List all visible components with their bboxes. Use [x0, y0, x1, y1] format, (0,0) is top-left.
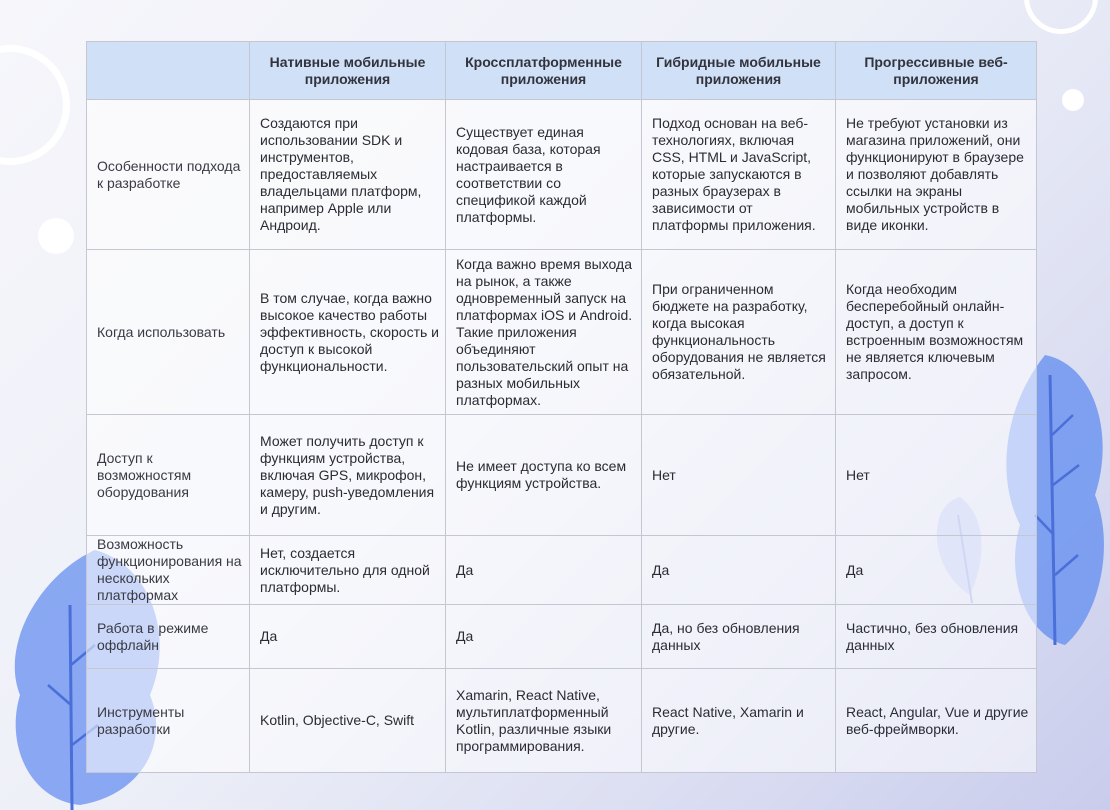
row-header: Доступ к возможностям оборудования	[87, 415, 250, 536]
table-header-row	[87, 42, 1037, 100]
table-row	[87, 415, 1037, 536]
table-corner-cell	[87, 42, 250, 100]
decorative-dot-right	[1062, 89, 1084, 111]
table-cell: В том случае, когда важно высокое качество работы эффективность, скорость и доступ к высокой функциональности.	[250, 250, 446, 415]
row-header: Когда использовать	[87, 250, 250, 415]
table-cell: Xamarin, React Native, мультиплатформенный Kotlin, различные языки программирования.	[446, 669, 642, 773]
row-header: Возможность функционирования на нескольких платформах	[87, 536, 250, 605]
table-row	[87, 605, 1037, 669]
table-cell: Нет	[642, 415, 836, 536]
table-row	[87, 536, 1037, 605]
table-cell: Когда необходим бесперебойный онлайн-доступ, а доступ к встроенным возможностям не является ключевым запросом.	[836, 250, 1037, 415]
table-row	[87, 669, 1037, 773]
table-cell: Да	[250, 605, 446, 669]
table-cell: Когда важно время выхода на рынок, а также одновременный запуск на платформах iOS и Android. Такие приложения объединяют пользовательский опыт на разных мобильных платформах.	[446, 250, 642, 415]
table-cell: Подход основан на веб-технологиях, включая CSS, HTML и JavaScript, которые запускаются в разных браузерах в зависимости от платформы приложения.	[642, 100, 836, 250]
column-header-hybrid: Гибридные мобильные приложения	[642, 42, 836, 100]
column-header-pwa: Прогрессивные веб-приложения	[836, 42, 1037, 100]
table-cell: Да	[836, 536, 1037, 605]
comparison-table	[86, 41, 1037, 773]
column-header-native: Нативные мобильные приложения	[250, 42, 446, 100]
table-cell: Существует единая кодовая база, которая настраивается в соответствии со спецификой каждой платформы.	[446, 100, 642, 250]
table-cell: Да	[642, 536, 836, 605]
table-cell: Частично, без обновления данных	[836, 605, 1037, 669]
table-cell: Нет, создается исключительно для одной платформы.	[250, 536, 446, 605]
table-cell: Может получить доступ к функциям устройства, включая GPS, микрофон, камеру, push-уведомления и другим.	[250, 415, 446, 536]
table-cell: Не имеет доступа ко всем функциям устройства.	[446, 415, 642, 536]
table-cell: Не требуют установки из магазина приложений, они функционируют в браузере и позволяют добавлять ссылки на экраны мобильных устройств в виде иконки.	[836, 100, 1037, 250]
table-cell: React Native, Xamarin и другие.	[642, 669, 836, 773]
column-header-crossplatform: Кроссплатформенные приложения	[446, 42, 642, 100]
table-row	[87, 100, 1037, 250]
table-cell: При ограниченном бюджете на разработку, когда высокая функциональность оборудования не является обязательной.	[642, 250, 836, 415]
table-cell: Нет	[836, 415, 1037, 536]
table-cell: Да	[446, 605, 642, 669]
decorative-ring-left	[0, 45, 70, 165]
decorative-ring-right	[1024, 0, 1098, 34]
table-row	[87, 250, 1037, 415]
table-cell: Да, но без обновления данных	[642, 605, 836, 669]
table-cell: Kotlin, Objective-C, Swift	[250, 669, 446, 773]
row-header: Работа в режиме оффлайн	[87, 605, 250, 669]
table-cell: Создаются при использовании SDK и инструментов, предоставляемых владельцами платформ, например Apple или Андроид.	[250, 100, 446, 250]
table-cell: React, Angular, Vue и другие веб-фреймворки.	[836, 669, 1037, 773]
table-cell: Да	[446, 536, 642, 605]
row-header: Особенности подхода к разработке	[87, 100, 250, 250]
decorative-dot-left	[38, 218, 74, 254]
row-header: Инструменты разработки	[87, 669, 250, 773]
